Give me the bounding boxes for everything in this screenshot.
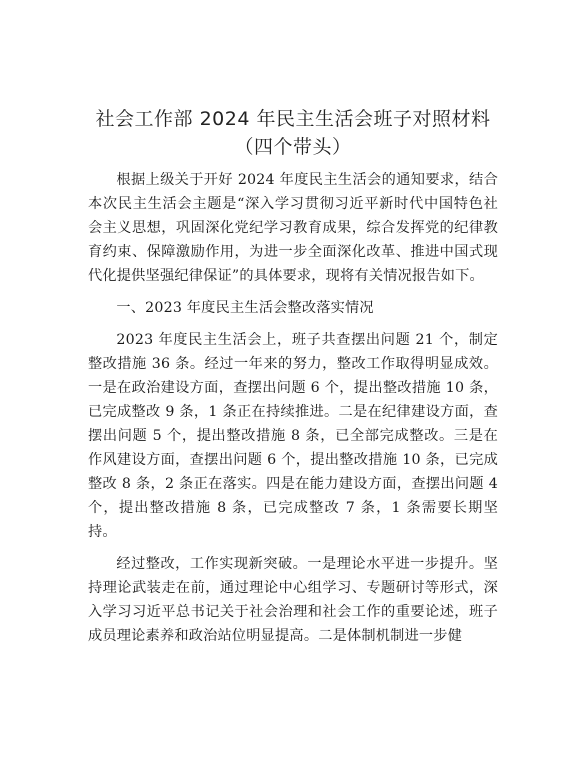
intro-paragraph: 根据上级关于开好 2024 年度民主生活会的通知要求，结合本次民主生活会主题是“深入学习贯彻习近平新时代中国特色社会主义思想，巩固深化党纪学习教育成果，综合发挥党的纪律教育约束、保障激励作用，为进一步全面深化改革、推进中国式现代化提供坚强纪律保证”的具体要求，现将有关情况报告如下。 [88,172,498,284]
body-paragraph: 2023 年度民主生活会上，班子共查摆出问题 21 个，制定整改措施 36 条。经过一年来的努力，整改工作取得明显成效。一是在政治建设方面，查摆出问题 6 个，提出整改措施 10 条，已完成整改 9 条，1 条正在持续推进。二是在纪律建设方面，查摆出问题 5 个，提出整改措施 8 条，已全部完成整改。三是在作风建设方面，查摆出问题 6 个，提出整改措施 10 条，已完成整改 8 条，2 条正在落实。四是在能力建设方面，查摆出问题 4 个，提出整改措施 8 条，已完成整改 7 条，1 条需要长期坚持。 [88,332,498,540]
document-subtitle: （四个带头） [234,136,352,158]
section-heading: 一、2023 年度民主生活会整改落实情况 [116,300,374,316]
body-paragraph: 经过整改，工作实现新突破。一是理论水平进一步提升。坚持理论武装走在前，通过理论中心组学习、专题研讨等形式，深入学习习近平总书记关于社会治理和社会工作的重要论述，班子成员理论素养和政治站位明显提高。二是体制机制进一步健 [88,556,498,644]
document-title: 社会工作部 2024 年民主生活会班子对照材料 [95,108,491,130]
document-body [88,168,498,648]
